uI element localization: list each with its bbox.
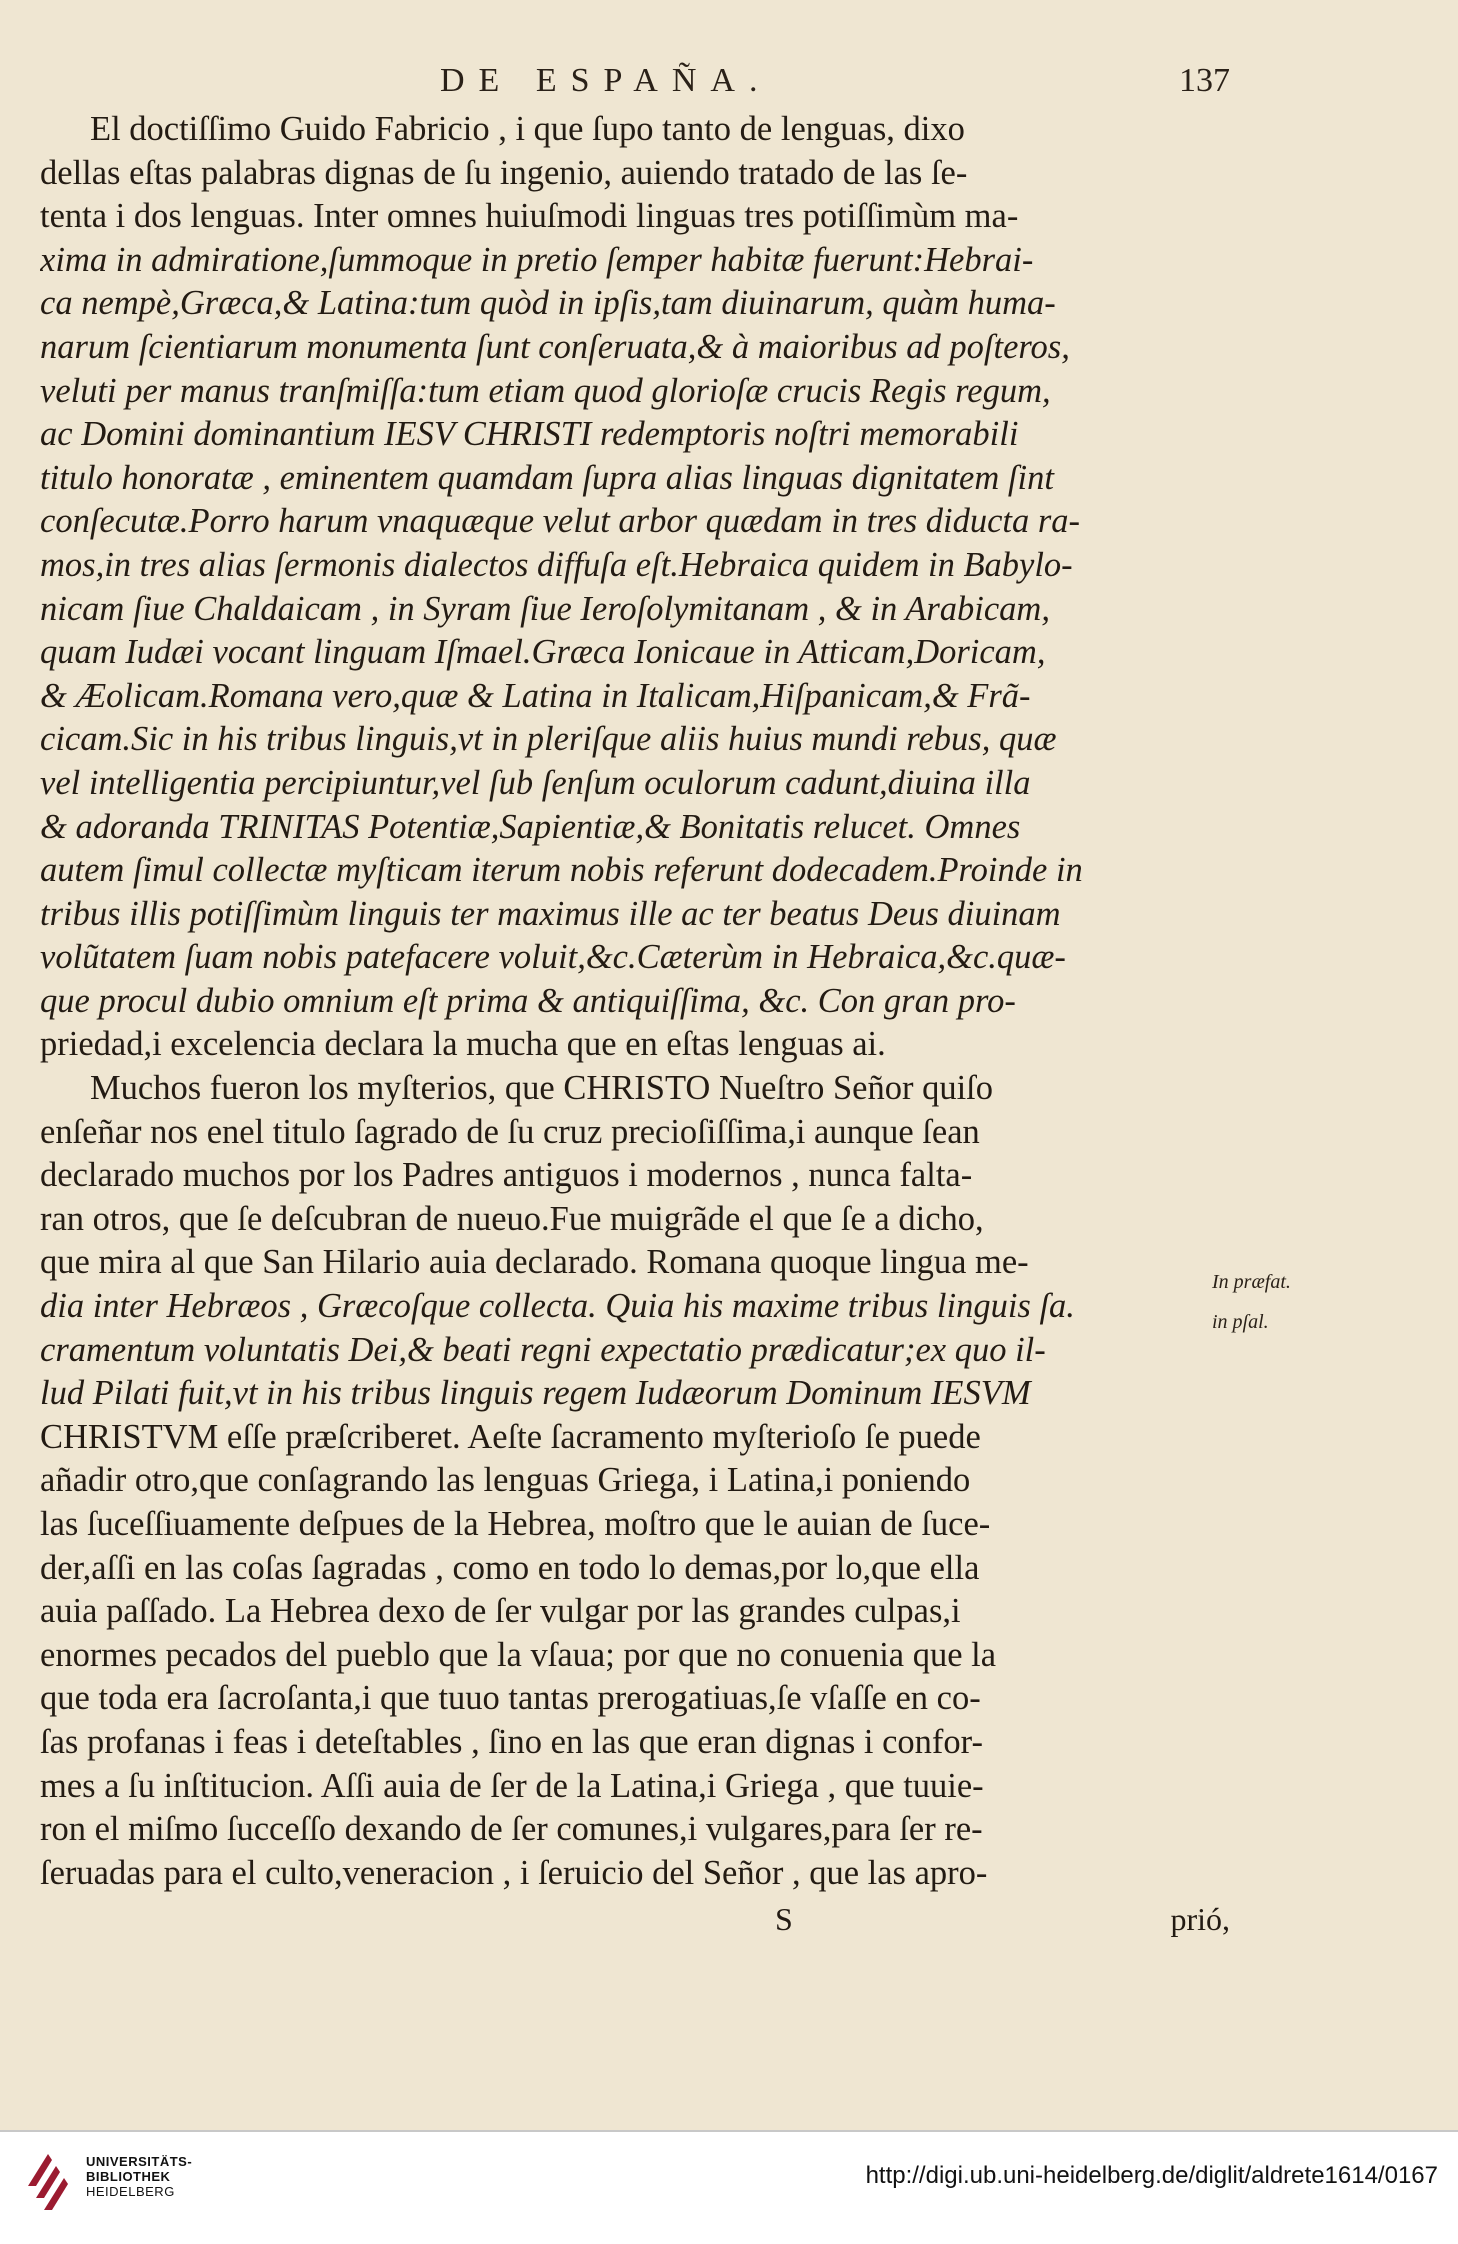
text-line: mes a ſu inſtitucion. Aſſi auia de ſer de la Latina,i Griega , que tuuie- — [40, 1766, 984, 1805]
text-line: cicam.Sic in his tribus linguis,vt in pleriſque aliis huius mundi rebus, quæ — [40, 720, 1057, 759]
text-line: titulo honoratæ , eminentem quamdam ſupra alias linguas dignitatem ſint — [40, 458, 1054, 497]
text-line: narum ſcientiarum monumenta ſunt conſeruata,& à maioribus ad poſteros, — [40, 327, 1070, 366]
text-line: que mira al que San Hilario auia declarado. Romana quoque lingua me- — [40, 1243, 1029, 1282]
text-line: vel intelligentia percipiuntur,vel ſub ſenſum oculorum cadunt,diuina illa — [40, 763, 1031, 802]
text-line: ran otros, que ſe deſcubran de nueuo.Fue muigrãde el que ſe a dicho, — [40, 1199, 984, 1238]
text-line: volũtatem ſuam nobis patefacere voluit,&c.Cæterùm in Hebraica,&c.quæ- — [40, 938, 1066, 977]
text-line: enormes pecados del pueblo que la vſaua; por que no conuenia que la — [40, 1635, 997, 1674]
text-line: Muchos fueron los myſterios, que CHRISTO Nueſtro Señor quiſo — [90, 1069, 993, 1108]
text-line: dellas eſtas palabras dignas de ſu ingenio, auiendo tratado de las ſe- — [40, 153, 968, 192]
text-line: que toda era ſacroſanta,i que tuuo tantas prerogatiuas,ſe vſaſſe en co- — [40, 1679, 981, 1718]
text-line: CHRISTVM eſſe præſcriberet. Aeſte ſacramento myſterioſo ſe puede — [40, 1417, 981, 1456]
text-line: ron el miſmo ſucceſſo dexando de ſer comunes,i vulgares,para ſer re- — [40, 1810, 983, 1849]
text-line: cramentum voluntatis Dei,& beati regni expectatio prædicatur;ex quo il- — [40, 1330, 1046, 1369]
text-line: El doctiſſimo Guido Fabricio , i que ſupo tanto de lenguas, dixo — [90, 110, 965, 148]
text-line: der,aſſi en las coſas ſagradas , como en todo lo demas,por lo,que ella — [40, 1548, 980, 1587]
running-head — [40, 52, 1230, 108]
library-name-line: UNIVERSITÄTS- — [86, 2154, 193, 2169]
body-text — [40, 108, 1230, 1895]
text-line: mos,in tres alias ſermonis dialectos diffuſa eſt.Hebraica quidem in Babylo- — [40, 545, 1073, 584]
text-line: conſecutæ.Porro harum vnaquæque velut arbor quædam in tres diducta ra- — [40, 502, 1081, 541]
library-name-line: BIBLIOTHEK — [86, 2169, 171, 2184]
text-line: que procul dubio omnium eſt prima & antiquiſſima, &c. Con gran pro- — [40, 981, 1016, 1020]
running-head-title: DE ESPAÑA. — [440, 62, 772, 99]
text-line: ca nempè,Græca,& Latina:tum quòd in ipſis,tam diuinarum, quàm huma- — [40, 284, 1056, 323]
library-name-line: HEIDELBERG — [86, 2184, 175, 2199]
catchword: prió, — [1170, 1901, 1230, 1938]
margin-notes — [1212, 1262, 1291, 1342]
text-line: auia paſſado. La Hebrea dexo de ſer vulgar por las grandes culpas,i — [40, 1592, 961, 1631]
text-line: ſeruadas para el culto,veneracion , i ſeruicio del Señor , que las apro- — [40, 1853, 988, 1892]
signature-mark: S — [775, 1901, 793, 1938]
margin-note: in pſal. — [1212, 1311, 1269, 1333]
catchword-line — [40, 1895, 1230, 1941]
library-logo-icon — [22, 2146, 74, 2218]
text-line: xima in admiratione,ſummoque in pretio ſemper habitæ fuerunt:Hebrai- — [40, 240, 1034, 279]
text-line: autem ſimul collectæ myſticam iterum nobis referunt dodecadem.Proinde in — [40, 851, 1083, 890]
text-line: las ſuceſſiuamente deſpues de la Hebrea, moſtro que le auian de ſuce- — [40, 1505, 991, 1543]
text-line: & Æolicam.Romana vero,quæ & Latina in Italicam,Hiſpanicam,& Frã- — [40, 676, 1031, 715]
text-line: añadir otro,que conſagrando las lenguas Griega, i Latina,i poniendo — [40, 1461, 971, 1500]
text-line: tenta i dos lenguas. Inter omnes huiuſmodi linguas tres potiſſimùm ma- — [40, 197, 1019, 236]
permalink-url[interactable]: http://digi.ub.uni-heidelberg.de/diglit/aldrete1614/0167 — [865, 2162, 1438, 2189]
page-number: 137 — [1179, 62, 1230, 99]
text-line: quam Iudæi vocant linguam Iſmael.Græca Ionicaue in Atticam,Doricam, — [40, 633, 1046, 672]
text-line: enſeñar nos enel titulo ſagrado de ſu cruz precioſiſſima,i aunque ſean — [40, 1112, 980, 1151]
text-line: tribus illis potiſſimùm linguis ter maximus ille ac ter beatus Deus diuinam — [40, 894, 1061, 933]
text-line: ac Domini dominantium IESV CHRISTI redemptoris noſtri memorabili — [40, 415, 1019, 454]
text-line: ſas profanas i feas i deteſtables , ſino en las que eran dignas i confor- — [40, 1722, 983, 1761]
text-line: nicam ſiue Chaldaicam , in Syram ſiue Ieroſolymitanam , & in Arabicam, — [40, 589, 1050, 628]
text-line: dia inter Hebræos , Græcoſque collecta. Quia his maxime tribus linguis ſa. — [40, 1287, 1075, 1326]
text-line: & adoranda TRINITAS Potentiæ,Sapientiæ,& Bonitatis relucet. Omnes — [40, 807, 1021, 846]
text-line: veluti per manus tranſmiſſa:tum etiam quod glorioſæ crucis Regis regum, — [40, 371, 1051, 410]
text-line: declarado muchos por los Padres antiguos i modernos , nunca falta- — [40, 1156, 973, 1195]
text-line: priedad,i excelencia declara la mucha que en eſtas lenguas ai. — [40, 1025, 886, 1064]
text-line: lud Pilati fuit,vt in his tribus linguis regem Iudæorum Dominum IESVM — [40, 1374, 1031, 1413]
footer-bar — [0, 2130, 1458, 2244]
margin-note: In præfat. — [1212, 1271, 1291, 1293]
library-name — [86, 2154, 192, 2199]
page-content — [40, 52, 1340, 1941]
